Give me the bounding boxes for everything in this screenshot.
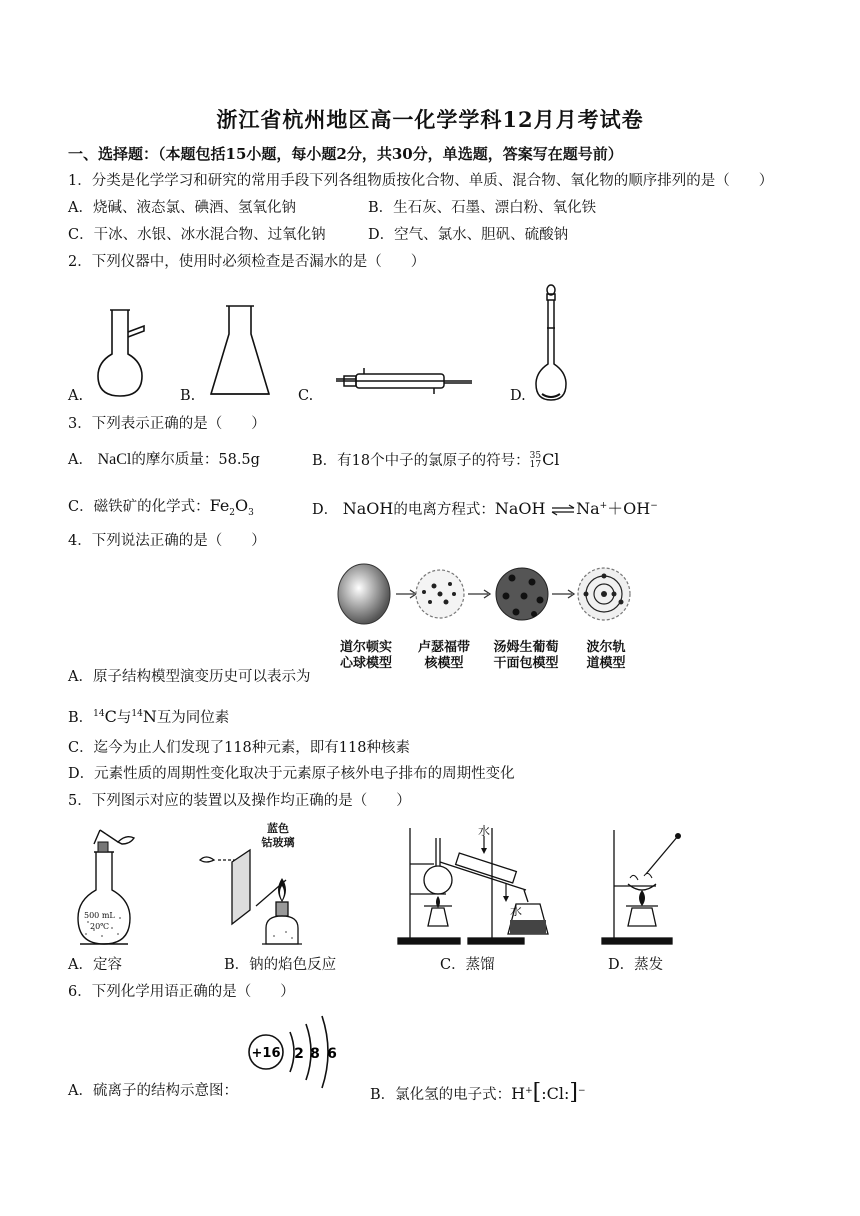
model-label-rutherford: 卢瑟福带 核模型: [417, 640, 470, 671]
q3-c-sub3: 3: [248, 507, 254, 518]
q4-b-carbon: C: [104, 706, 117, 726]
q3-stem: 3．下列表示正确的是（ ）: [68, 416, 266, 432]
q3-a-value: 58.5g: [218, 452, 260, 468]
q3-d-left: NaOH: [494, 498, 546, 518]
q3-option-b: [312, 451, 559, 470]
q4-option-d: D．元素性质的周期性变化取决于元素原子核外电子排布的周期性变化: [68, 766, 515, 782]
q6-b-cl: :Cl:: [541, 1083, 570, 1103]
q4-option-a: A．原子结构模型演变历史可以表示为: [68, 669, 311, 685]
q1-option-b: B．生石灰、石墨、漂白粉、氧化铁: [368, 200, 597, 216]
model-label-dalton: 道尔顿实 心球模型: [339, 640, 392, 671]
shell-1-count: 2: [294, 1046, 304, 1062]
q3-c-fe: Fe: [209, 496, 230, 515]
q6-b-h: H: [511, 1083, 526, 1103]
q2-stem: 2．下列仪器中，使用时必须检查是否漏水的是（ ）: [68, 254, 426, 270]
q3-b-atomic-number: 17: [529, 460, 542, 470]
atomic-model-evolution-figure: [334, 560, 634, 636]
nucleus-charge: +16: [251, 1046, 281, 1061]
q3-c-text: C．磁铁矿的化学式：: [68, 499, 210, 515]
model-label-bohr: 波尔轨 道模型: [586, 640, 626, 671]
q3-b-symbol: Cl: [542, 450, 560, 469]
q3-d-prefix: D．: [312, 501, 339, 518]
volumetric-flask-figure: [532, 284, 580, 404]
q3-option-a: [68, 451, 260, 469]
q2-option-c: C.: [298, 388, 314, 404]
evaporation-apparatus-figure: [600, 826, 690, 946]
q4-b-mass-c: 14: [93, 709, 105, 719]
q1-option-c: C．干冰、水银、冰水混合物、过氧化钠: [68, 227, 326, 243]
q5-option-d: D．蒸发: [608, 957, 664, 973]
conical-flask-figure: [205, 300, 275, 400]
q2-option-a: A.: [68, 388, 84, 404]
q3-c-o: O: [235, 496, 249, 515]
distillation-apparatus-figure: [396, 824, 568, 946]
q6-stem: 6．下列化学用语正确的是（ ）: [68, 984, 295, 1000]
q6-option-b: [370, 1079, 586, 1105]
equilibrium-arrow-icon: [550, 504, 576, 516]
distilling-flask-figure: [92, 296, 152, 402]
shell-2-count: 8: [310, 1046, 320, 1062]
flask-temp-label: 20℃: [90, 922, 110, 931]
q4-stem: 4．下列说法正确的是（ ）: [68, 533, 266, 549]
q6-b-text: B．氯化氢的电子式：: [370, 1086, 512, 1103]
q3-a-formula: NaCl: [97, 451, 132, 468]
q4-option-b: [68, 705, 229, 727]
q6-b-bracket-open: [: [532, 1079, 542, 1105]
q3-d-text: 的电离方程式：: [393, 501, 495, 518]
q4-b-and: 与: [116, 709, 132, 726]
q4-b-text: 互为同位素: [156, 709, 230, 726]
q2-option-d: D.: [510, 388, 526, 404]
q5-stem: 5．下列图示对应的装置以及操作均正确的是（ ）: [68, 793, 411, 809]
cobalt-glass-label: 蓝色 钴玻璃: [261, 822, 295, 849]
q3-d-formula: NaOH: [342, 498, 394, 518]
q6-b-plus: +: [525, 1086, 533, 1096]
q4-option-c: C．迄今为止人们发现了118种元素，即有118种核素: [68, 740, 410, 756]
q1-stem: 1．分类是化学学习和研究的常用手段下列各组物质按化合物、单质、混合物、氧化物的顺序排列的是（ ）: [68, 173, 774, 189]
q3-a-text: 的摩尔质量：: [131, 452, 219, 468]
q3-a-prefix: A．: [68, 452, 93, 468]
q6-option-a: A．硫离子的结构示意图：: [68, 1083, 238, 1099]
q3-b-text: B．有18个中子的氯原子的符号：: [312, 453, 530, 469]
water-in-label: 水: [478, 824, 491, 838]
q3-d-oh: ＋OH: [607, 498, 651, 518]
q3-b-isotope-numbers: [530, 452, 541, 470]
q5-option-c: C．蒸馏: [440, 957, 495, 973]
model-label-thomson: 汤姆生葡萄 干面包模型: [493, 640, 559, 671]
q1-option-d: D．空气、氯水、胆矾、硫酸钠: [368, 227, 569, 243]
q1-option-a: A．烧碱、液态氯、碘酒、氢氧化钠: [68, 200, 296, 216]
section-heading: 一、选择题：（本题包括15小题，每小题2分，共30分，单选题，答案写在题号前）: [68, 145, 623, 163]
sulfide-ion-structure-diagram: [244, 1010, 344, 1094]
water-out-label: 水: [510, 904, 523, 918]
flask-volume-label: 500 mL: [84, 911, 115, 920]
q3-d-minus: −: [650, 501, 658, 511]
shell-3-count: 6: [327, 1046, 337, 1062]
q4-b-mass-n: 14: [131, 709, 143, 719]
q6-b-minus: −: [577, 1086, 586, 1096]
q3-c-sub2: 2: [229, 507, 236, 518]
q5-option-a: A．定容: [68, 957, 122, 973]
q2-option-b: B.: [180, 388, 196, 404]
q4-b-prefix: B．: [68, 709, 94, 726]
q5-option-b: B．钠的焰色反应: [224, 957, 337, 973]
q3-d-na: Na: [576, 498, 600, 518]
q3-b-mass-number: 35: [529, 451, 542, 461]
q4-b-nitrogen: N: [142, 706, 157, 726]
page-title: 浙江省杭州地区高一化学学科12月月考试卷: [216, 107, 644, 132]
q3-option-c: [68, 497, 254, 522]
q6-b-bracket-close: ]: [569, 1079, 578, 1105]
q3-option-d: [312, 497, 658, 519]
flame-test-figure: [196, 848, 326, 948]
q3-d-plus: +: [599, 501, 608, 511]
condenser-figure: [334, 366, 476, 396]
